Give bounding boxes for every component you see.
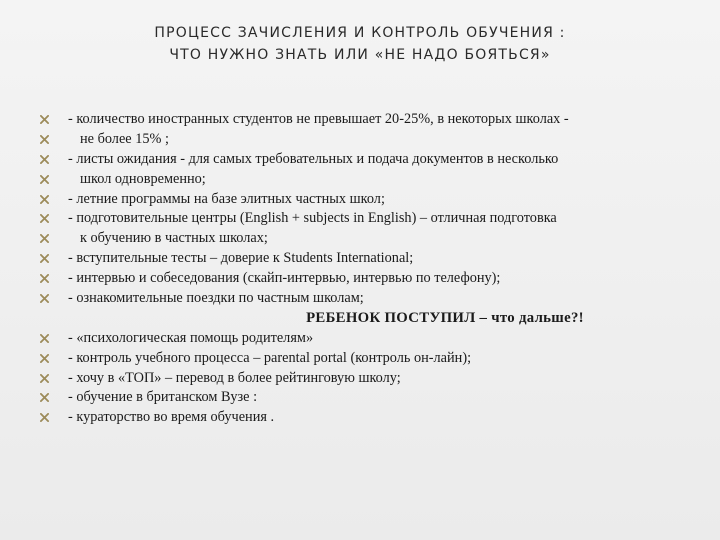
list-item	[40, 190, 700, 210]
x-bullet-icon	[40, 413, 50, 423]
list-item-text: - подготовительные центры (English + subjects in English) – отличная подготовка	[68, 210, 557, 227]
list-item-text: - интервью и собеседования (скайп-интервью, интервью по телефону);	[68, 270, 501, 287]
list-item-text: не более 15% ;	[80, 130, 169, 147]
list-item	[40, 170, 700, 190]
list-item	[40, 388, 700, 408]
x-bullet-icon	[40, 254, 50, 264]
list-item-text: - летние программы на базе элитных частных школ;	[68, 190, 385, 207]
list-item	[40, 349, 700, 369]
list-item-text: - обучение в британском Вузе :	[68, 389, 258, 406]
bullet-list	[40, 110, 700, 428]
list-item	[40, 110, 700, 130]
list-item-text: - кураторство во время обучения .	[68, 409, 275, 426]
section-heading-text: РЕБЕНОК ПОСТУПИЛ – что дальше?!	[306, 309, 584, 326]
list-item-text: к обучению в частных школах;	[80, 230, 268, 247]
list-item-text: - контроль учебного процесса – parental portal (контроль он-лайн);	[68, 349, 472, 366]
x-bullet-icon	[40, 354, 50, 364]
x-bullet-icon	[40, 334, 50, 344]
list-item	[40, 150, 700, 170]
list-item	[40, 229, 700, 249]
list-item	[40, 408, 700, 428]
x-bullet-icon	[40, 155, 50, 165]
x-bullet-icon	[40, 214, 50, 224]
list-item	[40, 209, 700, 229]
list-item-text: - хочу в «ТОП» – перевод в более рейтинговую школу;	[68, 369, 401, 386]
list-item	[40, 249, 700, 269]
x-bullet-icon	[40, 234, 50, 244]
x-bullet-icon	[40, 135, 50, 145]
list-item-text: школ одновременно;	[80, 170, 206, 187]
slide-title-line-2: ЧТО НУЖНО ЗНАТЬ ИЛИ «НЕ НАДО БОЯТЬСЯ»	[169, 47, 551, 63]
list-item	[40, 289, 700, 309]
list-item-text: - листы ожидания - для самых требовательных и подача документов в несколько	[68, 150, 559, 167]
x-bullet-icon	[40, 393, 50, 403]
list-item-text: - вступительные тесты – доверие к Students International;	[68, 250, 414, 267]
list-item-text: - «психологическая помощь родителям»	[68, 329, 314, 346]
x-bullet-icon	[40, 374, 50, 384]
list-item	[40, 130, 700, 150]
slide-title-line-1: ПРОЦЕСС ЗАЧИСЛЕНИЯ И КОНТРОЛЬ ОБУЧЕНИЯ :	[154, 25, 566, 41]
list-item	[40, 269, 700, 289]
x-bullet-icon	[40, 274, 50, 284]
x-bullet-icon	[40, 175, 50, 185]
section-heading	[40, 309, 700, 329]
x-bullet-icon	[40, 195, 50, 205]
list-item-text: - количество иностранных студентов не превышает 20-25%, в некоторых школах -	[68, 111, 569, 127]
list-item-text: - ознакомительные поездки по частным школам;	[68, 290, 364, 307]
list-item	[40, 369, 700, 389]
x-bullet-icon	[40, 115, 50, 125]
slide-title	[0, 22, 720, 66]
x-bullet-icon	[40, 294, 50, 304]
list-item	[40, 329, 700, 349]
